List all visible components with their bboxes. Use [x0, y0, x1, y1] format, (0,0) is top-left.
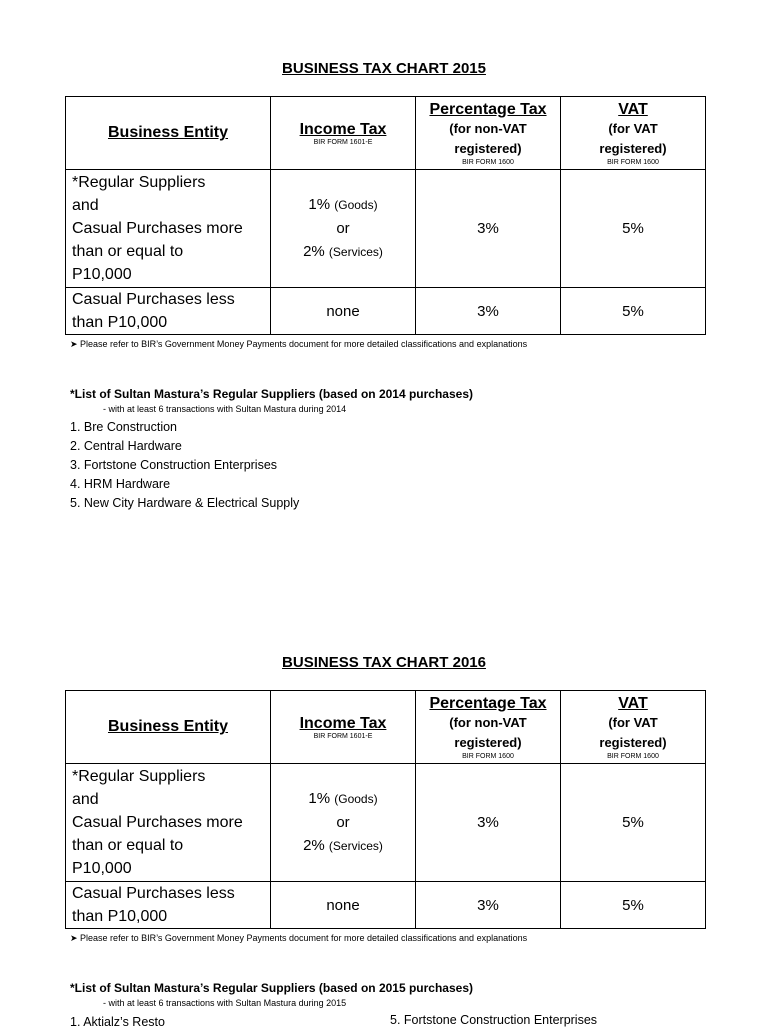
table-header-row — [66, 691, 706, 764]
entity-regular-suppliers: *Regular Suppliers and Casual Purchases more than or equal to P10,000 — [66, 764, 271, 882]
percentage-tax-rate: 3% — [416, 288, 561, 335]
table-row — [66, 170, 706, 288]
chart-2016-title: BUSINESS TAX CHART 2016 — [282, 654, 486, 671]
entity-casual-purchases-less: Casual Purchases less than P10,000 — [66, 882, 271, 929]
supplier-list-subheading: - with at least 6 transactions with Sultan Mastura during 2015 — [103, 998, 347, 1008]
income-tax-rate: 1% (Goods) or 2% (Services) — [271, 764, 416, 882]
table-row — [66, 882, 706, 929]
header-percentage-tax: Percentage Tax (for non-VAT registered) BIR FORM 1600 — [416, 97, 561, 170]
table-header-row — [66, 97, 706, 170]
list-item: 3. Fortstone Construction Enterprises — [70, 458, 278, 472]
supplier-list-subheading: - with at least 6 transactions with Sultan Mastura during 2014 — [103, 404, 347, 414]
income-tax-rate: 1% (Goods) or 2% (Services) — [271, 170, 416, 288]
supplier-list-right — [390, 1013, 597, 1027]
tax-table-2015 — [65, 96, 706, 335]
header-vat: VAT (for VAT registered) BIR FORM 1600 — [561, 691, 706, 764]
income-tax-rate: none — [271, 882, 416, 929]
table-row — [66, 764, 706, 882]
reference-note: ➤ Please refer to BIR’s Government Money Payments document for more detailed classifications and explanations — [70, 339, 528, 349]
list-item: 2. Central Hardware — [70, 439, 182, 453]
supplier-list-heading: *List of Sultan Mastura’s Regular Suppliers (based on 2014 purchases) — [70, 387, 473, 401]
percentage-tax-rate: 3% — [416, 170, 561, 288]
chart-2015-title: BUSINESS TAX CHART 2015 — [282, 60, 486, 77]
table-row — [66, 288, 706, 335]
supplier-list — [70, 418, 299, 513]
supplier-list-left — [70, 1013, 165, 1032]
header-percentage-tax: Percentage Tax (for non-VAT registered) BIR FORM 1600 — [416, 691, 561, 764]
header-vat: VAT (for VAT registered) BIR FORM 1600 — [561, 97, 706, 170]
list-item: 4. HRM Hardware — [70, 477, 171, 491]
vat-rate: 5% — [561, 882, 706, 929]
percentage-tax-rate: 3% — [416, 882, 561, 929]
entity-casual-purchases-less: Casual Purchases less than P10,000 — [66, 288, 271, 335]
entity-regular-suppliers: *Regular Suppliers and Casual Purchases more than or equal to P10,000 — [66, 170, 271, 288]
vat-rate: 5% — [561, 764, 706, 882]
header-income-tax: Income Tax BIR FORM 1601-E — [271, 97, 416, 170]
income-tax-rate: none — [271, 288, 416, 335]
supplier-list-heading: *List of Sultan Mastura’s Regular Suppliers (based on 2015 purchases) — [70, 981, 473, 995]
header-business-entity: Business Entity — [66, 691, 271, 764]
list-item: 1. Aktialz’s Resto — [70, 1015, 165, 1029]
header-business-entity: Business Entity — [66, 97, 271, 170]
reference-note: ➤ Please refer to BIR’s Government Money Payments document for more detailed classifications and explanations — [70, 933, 528, 943]
list-item: 5. New City Hardware & Electrical Supply — [70, 496, 300, 510]
tax-table-2016 — [65, 690, 706, 929]
vat-rate: 5% — [561, 288, 706, 335]
list-item: 1. Bre Construction — [70, 420, 177, 434]
vat-rate: 5% — [561, 170, 706, 288]
header-income-tax: Income Tax BIR FORM 1601-E — [271, 691, 416, 764]
percentage-tax-rate: 3% — [416, 764, 561, 882]
list-item: 5. Fortstone Construction Enterprises — [390, 1013, 598, 1027]
